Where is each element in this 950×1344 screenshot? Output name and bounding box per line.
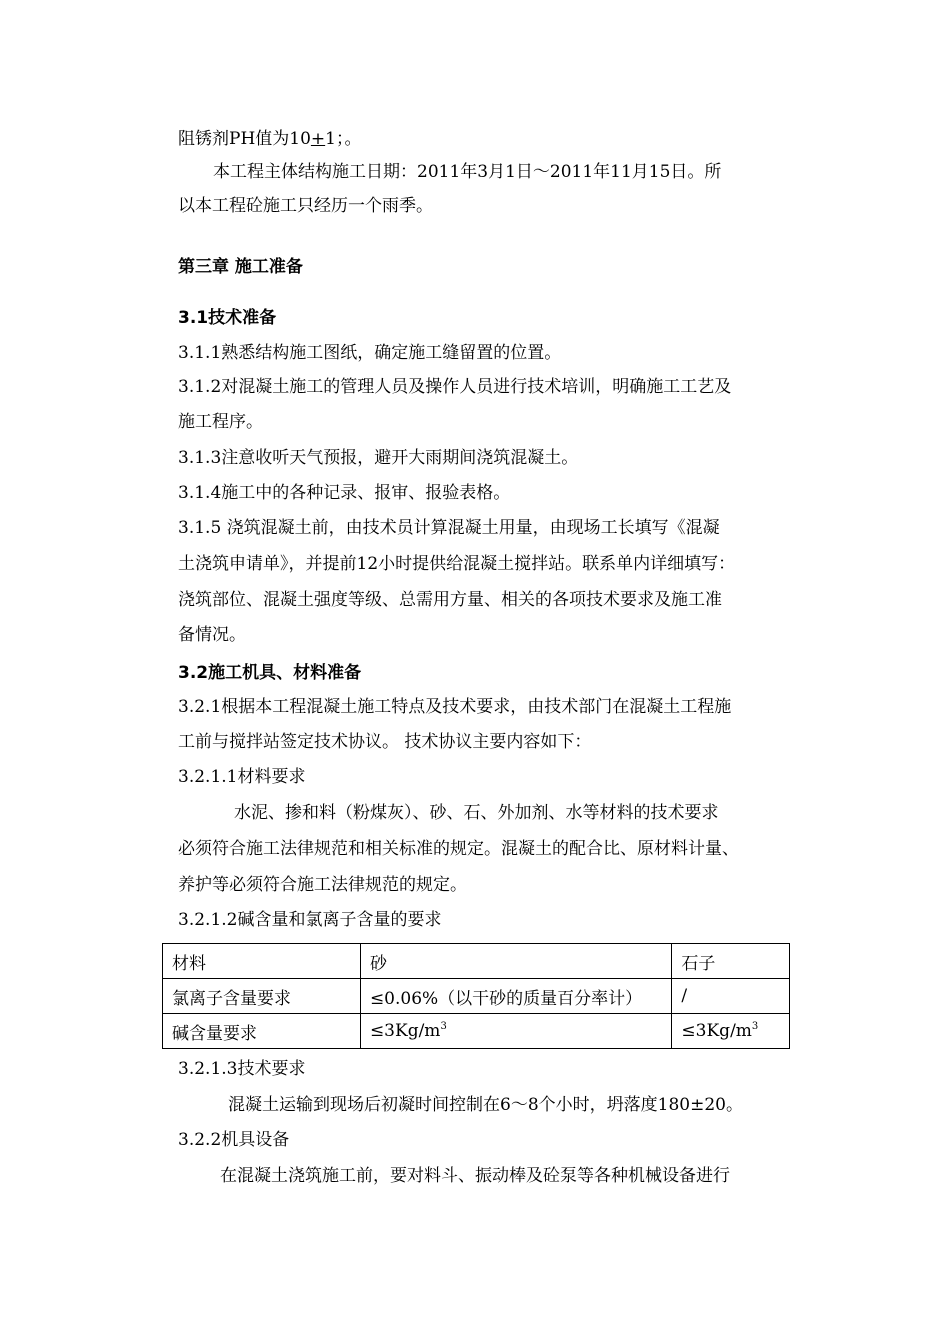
table-cell [672, 1014, 790, 1049]
text-line: 在混凝土浇筑施工前，要对料斗、振动棒及砼泵等各种机械设备进行 [220, 1166, 730, 1186]
text-line: 3.2.1.1材料要求 [178, 767, 306, 787]
cell-value: ≤3Kg/m [681, 1021, 752, 1041]
section-heading: 3.1技术准备 [178, 308, 277, 328]
text-line: 工前与搅拌站签定技术协议。 技术协议主要内容如下： [178, 732, 592, 752]
text-line: 3.1.5 浇筑混凝土前，由技术员计算混凝土用量，由现场工长填写《混凝 [178, 518, 720, 538]
text-segment: 阻锈剂PH值为10 [178, 129, 311, 149]
cell-value: ≤3Kg/m [369, 1021, 441, 1041]
table-cell: ≤0.06%（以干砂的质量百分率计） [360, 979, 671, 1014]
text-line: 养护等必须符合施工法律规范的规定。 [178, 875, 467, 895]
text-segment: 1；。 [325, 129, 362, 149]
text-line: 浇筑部位、混凝土强度等级、总需用方量、相关的各项技术要求及施工准 [178, 590, 722, 610]
text-line: 3.2.2机具设备 [178, 1130, 290, 1150]
table-cell: / [672, 979, 790, 1014]
table-header-row [163, 944, 790, 979]
text-line: 混凝土运输到现场后初凝时间控制在6～8个小时，坍落度180±20。 [228, 1095, 743, 1115]
table-row [163, 979, 790, 1014]
text-line [178, 128, 361, 150]
plus-minus-sign: + [310, 129, 326, 149]
text-line: 水泥、掺和料（粉煤灰）、砂、石、外加剂、水等材料的技术要求 [234, 803, 719, 823]
unit-exponent: 3 [440, 1021, 447, 1032]
text-line: 以本工程砼施工只经历一个雨季。 [178, 196, 433, 216]
unit-exponent: 3 [751, 1021, 759, 1032]
text-line: 备情况。 [178, 625, 246, 645]
section-heading: 3.2施工机具、材料准备 [178, 663, 362, 683]
text-line: 本工程主体结构施工日期：2011年3月1日～2011年11月15日。所 [213, 162, 722, 182]
text-line: 3.1.3注意收听天气预报，避开大雨期间浇筑混凝土。 [178, 448, 579, 468]
text-line: 3.1.1熟悉结构施工图纸，确定施工缝留置的位置。 [178, 343, 562, 363]
text-line: 3.2.1.2碱含量和氯离子含量的要求 [178, 910, 442, 930]
text-line: 3.1.2对混凝土施工的管理人员及操作人员进行技术培训，明确施工工艺及 [178, 377, 732, 397]
table-row [163, 1014, 790, 1049]
table-header-cell: 材料 [163, 944, 361, 979]
table-cell: 碱含量要求 [163, 1014, 361, 1049]
text-line: 3.1.4施工中的各种记录、报审、报验表格。 [178, 483, 511, 503]
requirements-table [162, 943, 790, 1049]
text-line: 必须符合施工法律规范和相关标准的规定。混凝土的配合比、原材料计量、 [178, 839, 739, 859]
chapter-heading: 第三章 施工准备 [178, 257, 303, 277]
text-line: 施工程序。 [178, 412, 263, 432]
table-header-cell: 石子 [672, 944, 790, 979]
text-line: 土浇筑申请单》，并提前12小时提供给混凝土搅拌站。联系单内详细填写： [178, 554, 736, 574]
table-cell [360, 1014, 671, 1049]
table-header-cell: 砂 [360, 944, 671, 979]
table-cell: 氯离子含量要求 [163, 979, 361, 1014]
text-line: 3.2.1.3技术要求 [178, 1059, 306, 1079]
text-line: 3.2.1根据本工程混凝土施工特点及技术要求，由技术部门在混凝土工程施 [178, 697, 732, 717]
